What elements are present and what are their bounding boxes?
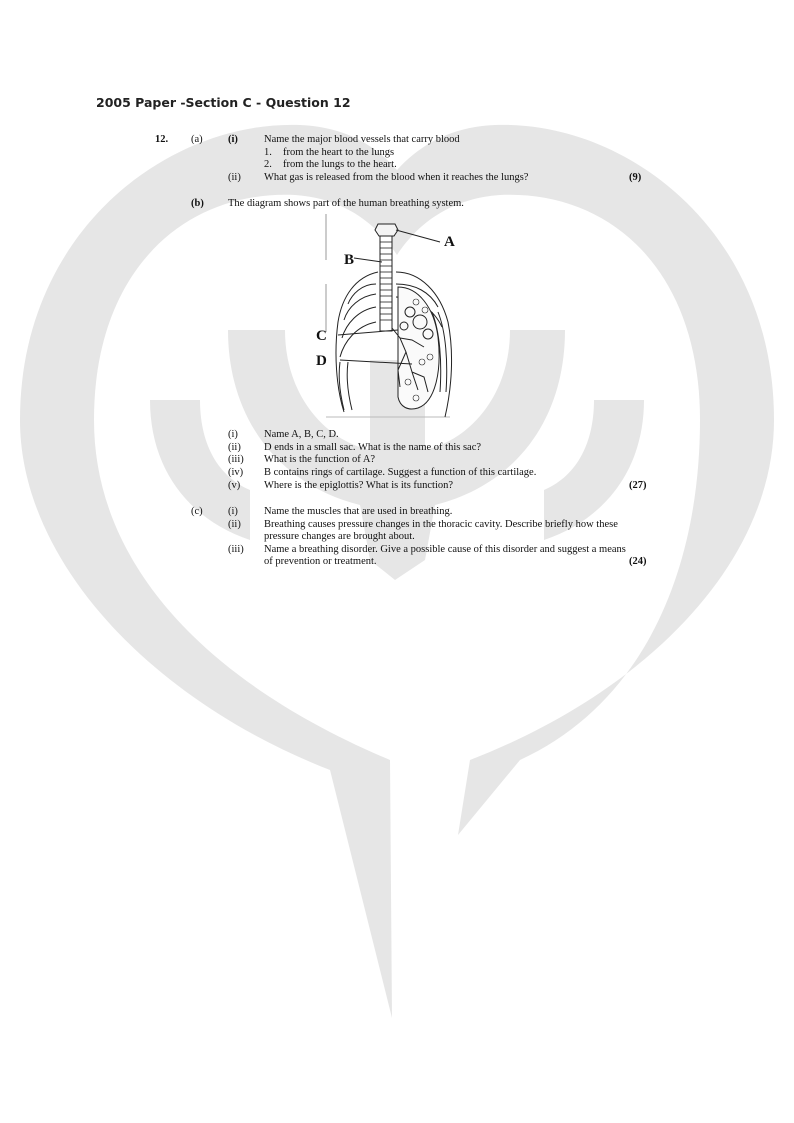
part-c-marks: (24): [629, 556, 647, 567]
part-b-intro: The diagram shows part of the human breathing system.: [228, 198, 464, 209]
part-a-i-text: Name the major blood vessels that carry blood: [264, 134, 460, 145]
part-b-q-text: D ends in a small sac. What is the name of this sac?: [264, 442, 482, 453]
list-item-number: 2.: [264, 159, 272, 170]
part-c-ii-text: Breathing causes pressure changes in the thoracic cavity. Describe briefly how these: [264, 519, 618, 530]
part-a-ii-label: (ii): [228, 172, 241, 183]
part-a-ii-text: What gas is released from the blood when it reaches the lungs?: [264, 172, 529, 183]
diagram-label-d: D: [316, 353, 327, 369]
part-c-ii-label: (ii): [228, 519, 241, 530]
part-c-iii-text: Name a breathing disorder. Give a possible cause of this disorder and suggest a means: [264, 544, 626, 555]
part-b-q-label: (iv): [228, 467, 244, 478]
page-heading: 2005 Paper -Section C - Question 12: [96, 95, 351, 110]
list-item-text: from the lungs to the heart.: [283, 159, 397, 170]
part-b-q-label: (v): [228, 480, 241, 491]
part-c-iii-label: (iii): [228, 544, 244, 555]
diagram-label-c: C: [316, 328, 327, 344]
diagram-label-a: A: [444, 234, 455, 250]
part-b-q-text: Name A, B, C, D.: [264, 429, 339, 440]
part-c-ii-text: pressure changes are brought about.: [264, 531, 415, 542]
part-a-i-label: (i): [228, 134, 238, 145]
part-b-q-label: (i): [228, 429, 238, 440]
part-b-q-text: Where is the epiglottis? What is its function?: [264, 480, 454, 491]
diagram-label-b: B: [344, 252, 355, 268]
part-a-marks: (9): [629, 172, 642, 183]
part-b-label: (b): [191, 198, 204, 209]
part-c-i-label: (i): [228, 506, 238, 517]
list-item-number: 1.: [264, 147, 272, 158]
part-b-marks: (27): [629, 480, 647, 491]
part-c-label: (c): [191, 506, 203, 517]
part-c-i-text: Name the muscles that are used in breathing.: [264, 506, 453, 517]
part-b-q-label: (iii): [228, 454, 244, 465]
part-b-q-text: What is the function of A?: [264, 454, 376, 465]
part-b-q-text: B contains rings of cartilage. Suggest a function of this cartilage.: [264, 467, 537, 478]
part-b-q-label: (ii): [228, 442, 241, 453]
part-c-iii-text: of prevention or treatment.: [264, 556, 377, 567]
part-a-label: (a): [191, 134, 203, 145]
question-number: 12.: [155, 134, 169, 145]
list-item-text: from the heart to the lungs: [283, 147, 395, 158]
